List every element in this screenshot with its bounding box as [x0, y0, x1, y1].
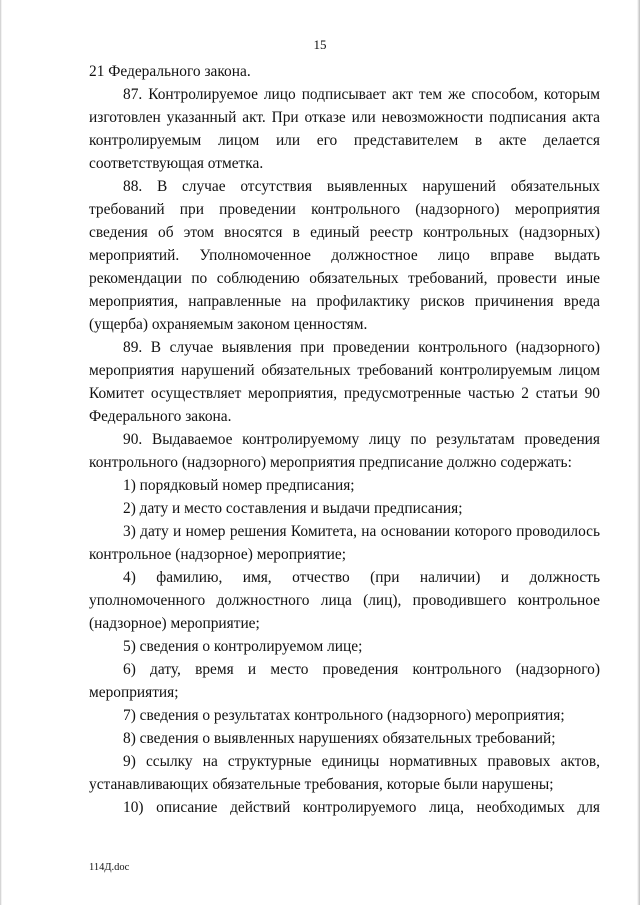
paragraph: 1) порядковый номер предписания; — [123, 477, 355, 494]
paragraph: 9) ссылку на структурные единицы нормативных правовых актов, устанавливающих обязательные требования, которые были нарушены; — [89, 753, 600, 793]
page-number: 15 — [313, 37, 327, 52]
document-body — [89, 60, 600, 819]
paragraph: 2) дату и место составления и выдачи предписания; — [123, 500, 463, 517]
paragraph: 3) дату и номер решения Комитета, на основании которого проводилось контрольное (надзорное) мероприятие; — [89, 523, 600, 563]
paragraph: 8) сведения о выявленных нарушениях обязательных требований; — [123, 730, 556, 747]
paragraph: 89. В случае выявления при проведении контрольного (надзорного) мероприятия нарушений обязательных требований контролируемым лицом Комитет осуществляет мероприятия, предусмотренные частью 2 статьи 90 Федерального закона. — [89, 339, 600, 425]
paragraph: 90. Выдаваемое контролируемому лицу по результатам проведения контрольного (надзорного) мероприятия предписание должно содержать: — [89, 431, 600, 471]
paragraph: 88. В случае отсутствия выявленных нарушений обязательных требований при проведении контрольного (надзорного) мероприятия сведения об этом вносятся в единый реестр контрольных (надзорных) мероприятий. Уполномоченное должностное лицо вправе выдать рекомендации по соблюдению обязательных требований, провести иные мероприятия, направленные на профилактику рисков причинения вреда (ущерба) охраняемым законом ценностям. — [89, 178, 600, 333]
paragraph: 4) фамилию, имя, отчество (при наличии) и должность уполномоченного должностного лица (лиц), проводившего контрольное (надзорное) мероприятие; — [89, 569, 600, 632]
paragraph: 87. Контролируемое лицо подписывает акт тем же способом, которым изготовлен указанный акт. При отказе или невозможности подписания акта контролируемым лицом или его представителем в акте делается соответствующая отметка. — [89, 86, 600, 172]
paragraph: 6) дату, время и место проведения контрольного (надзорного) мероприятия; — [89, 661, 600, 701]
paragraph: 7) сведения о результатах контрольного (надзорного) мероприятия; — [123, 707, 565, 724]
paragraph: 10) описание действий контролируемого лица, необходимых для — [123, 799, 600, 816]
footer-file-name: 114Д.doc — [89, 862, 130, 873]
scan-edge-left — [0, 0, 2, 905]
paragraph: 21 Федерального закона. — [89, 63, 251, 80]
paragraph: 5) сведения о контролируемом лице; — [123, 638, 363, 655]
